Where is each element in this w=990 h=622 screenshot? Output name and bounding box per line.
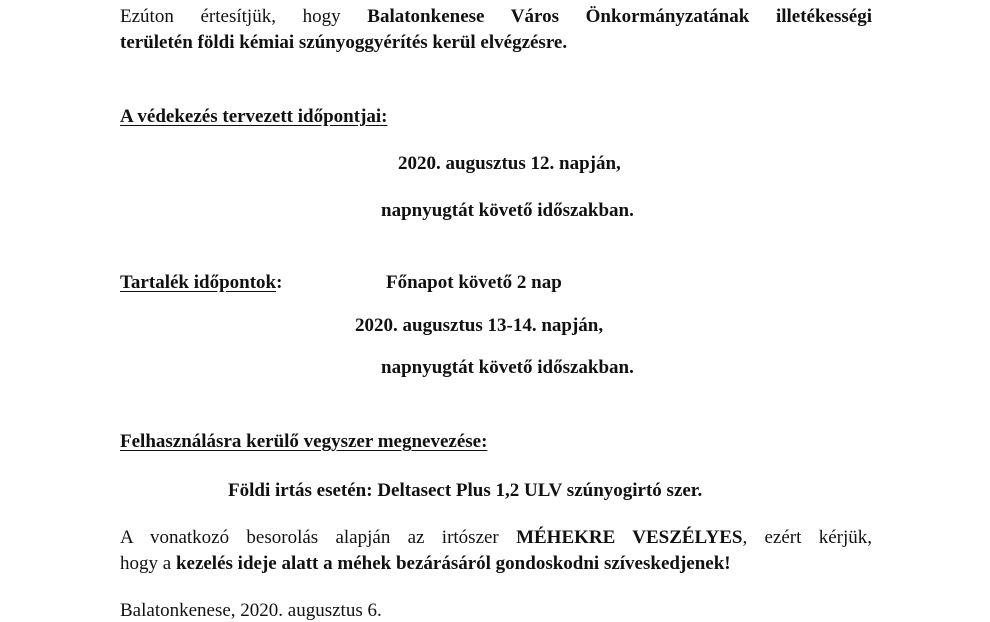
planned-time: napnyugtát követő időszakban. bbox=[381, 200, 634, 221]
warning-line-1 bbox=[120, 527, 872, 549]
reserve-time: napnyugtát követő időszakban. bbox=[381, 357, 634, 378]
warning-plain-3: hogy a bbox=[120, 553, 176, 574]
warning-line-2 bbox=[120, 553, 731, 575]
chemical-line: Földi irtás esetén: Deltasect Plus 1,2 ULV szúnyogirtó szer. bbox=[228, 480, 703, 501]
planned-date: 2020. augusztus 12. napján, bbox=[398, 153, 621, 174]
intro-line-1 bbox=[120, 6, 872, 28]
warning-bees-dangerous: MÉHEKRE VESZÉLYES bbox=[516, 527, 743, 548]
intro-plain: Ezúton értesítjük, hogy bbox=[120, 6, 368, 27]
reserve-heading-colon: : bbox=[276, 272, 283, 293]
reserve-date: 2020. augusztus 13-14. napján, bbox=[355, 315, 604, 336]
chemical-heading: Felhasználásra kerülő vegyszer megnevezése: bbox=[120, 431, 488, 452]
warning-bees-instruction: kezelés ideje alatt a méhek bezárásáról gondoskodni szíveskedjenek! bbox=[175, 553, 731, 574]
warning-plain-1: A vonatkozó besorolás alapján az irtószer bbox=[120, 527, 517, 548]
planned-heading: A védekezés tervezett időpontjai: bbox=[120, 106, 388, 127]
intro-bold-municipality: Balatonkenese Város Önkormányzatának illetékességi bbox=[367, 6, 872, 27]
reserve-note: Főnapot követő 2 nap bbox=[386, 272, 562, 293]
reserve-heading-text: Tartalék időpontok bbox=[120, 272, 277, 293]
reserve-heading bbox=[120, 272, 282, 294]
place-date: Balatonkenese, 2020. augusztus 6. bbox=[120, 600, 382, 621]
intro-line-2: területén földi kémiai szúnyoggyérítés kerül elvégzésre. bbox=[120, 32, 568, 53]
warning-plain-2: , ezért kérjük, bbox=[742, 527, 872, 548]
